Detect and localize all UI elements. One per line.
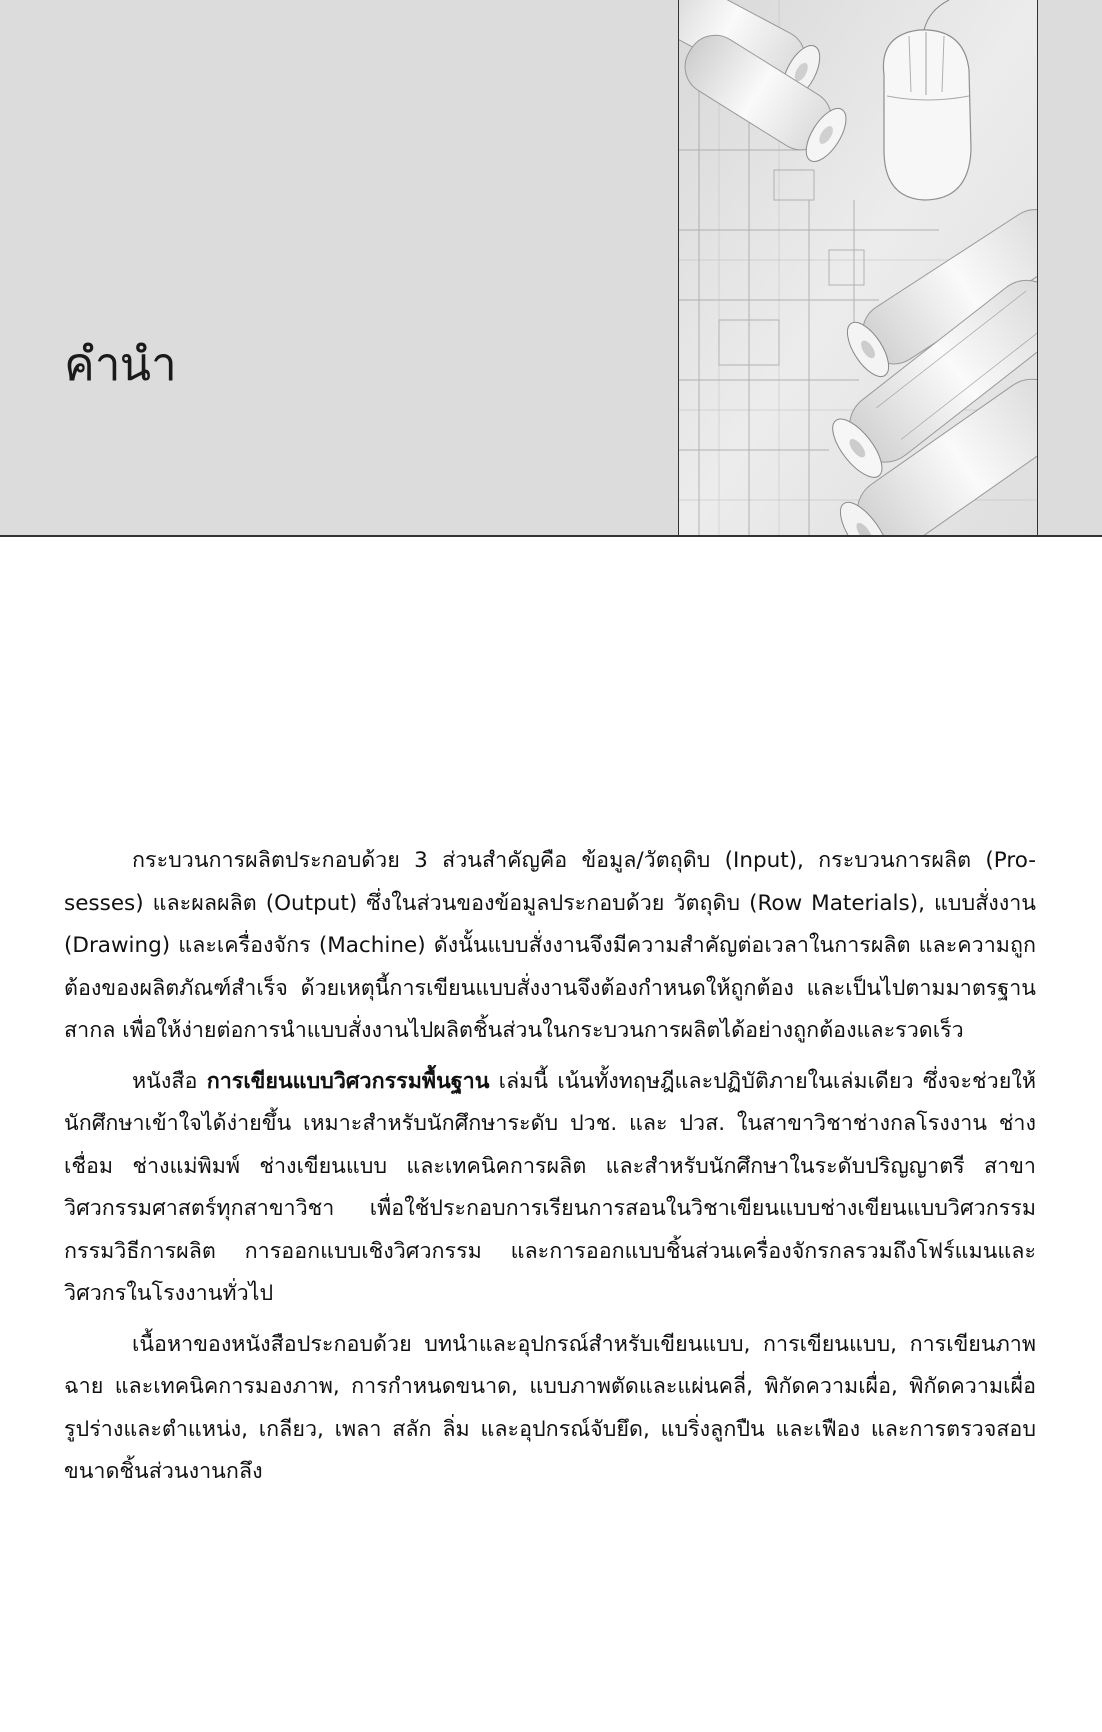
paragraph-2-rest: เล่มนี้ เน้นทั้งทฤษฎีและปฏิบัติภายในเล่มเดียว ซึ่งจะช่วยให้นักศึกษาเข้าใจได้ง่ายขึ้น เหมาะสำหรับนักศึกษาระดับ ปวช. และ ปวส. ในสาขาวิชาช่างกลโรงงาน ช่างเชื่อม ช่างแม่พิมพ์ ช่างเขียนแบบ และเทคนิคการผลิต และสำหรับนักศึกษาในระดับปริญญาตรี สาขาวิศวกรรมศาสตร์ทุกสาขาวิชา เพื่อใช้ประกอบการเรียนการสอนในวิชาเขียนแบบช่างเขียนแบบวิศวกรรม กรรมวิธีการผลิต การออกแบบเชิงวิศวกรรม และการออกแบบชิ้นส่วนเครื่องจักรกลรวมถึงโฟร์แมนและวิศวกรในโรงงานทั่วไป <box>64 1068 1036 1306</box>
blueprint-illustration <box>679 0 1037 535</box>
preface-body <box>64 840 1036 1502</box>
page-title: คำนำ <box>64 337 176 391</box>
header-band <box>0 0 1102 537</box>
paragraph-1: กระบวนการผลิตประกอบด้วย 3 ส่วนสำคัญคือ ข้อมูล/วัตถุดิบ (Input), กระบวนการผลิต (Pro-sesses) และผลผลิต (Output) ซึ่งในส่วนของข้อมูลประกอบด้วย วัตถุดิบ (Row Materials), แบบสั่งงาน (Drawing) และเครื่องจักร (Machine) ดังนั้นแบบสั่งงานจึงมีความสำคัญต่อเวลาในการผลิต และความถูกต้องของผลิตภัณฑ์สำเร็จ ด้วยเหตุนี้การเขียนแบบสั่งงานจึงต้องกำหนดให้ถูกต้อง และเป็นไปตามมาตรฐานสากล เพื่อให้ง่ายต่อการนำแบบสั่งงานไปผลิตชิ้นส่วนในกระบวนการผลิตได้อย่างถูกต้องและรวดเร็ว <box>64 848 1036 1043</box>
blueprint-photo <box>678 0 1038 535</box>
paragraph-3: เนื้อหาของหนังสือประกอบด้วย บทนำและอุปกรณ์สำหรับเขียนแบบ, การเขียนแบบ, การเขียนภาพฉาย และเทคนิคการมองภาพ, การกำหนดขนาด, แบบภาพตัดและแผ่นคลี่, พิกัดความเผื่อ, พิกัดความเผื่อรูปร่างและตำแหน่ง, เกลียว, เพลา สลัก ลิ่ม และอุปกรณ์จับยึด, แบริ่งลูกปืน และเฟือง และการตรวจสอบขนาดชิ้นส่วนงานกลึง <box>64 1331 1036 1484</box>
book-title-bold: การเขียนแบบวิศวกรรมพื้นฐาน <box>206 1068 490 1094</box>
paragraph-2-lead: หนังสือ <box>132 1068 207 1094</box>
paragraph-2 <box>64 1061 1036 1316</box>
